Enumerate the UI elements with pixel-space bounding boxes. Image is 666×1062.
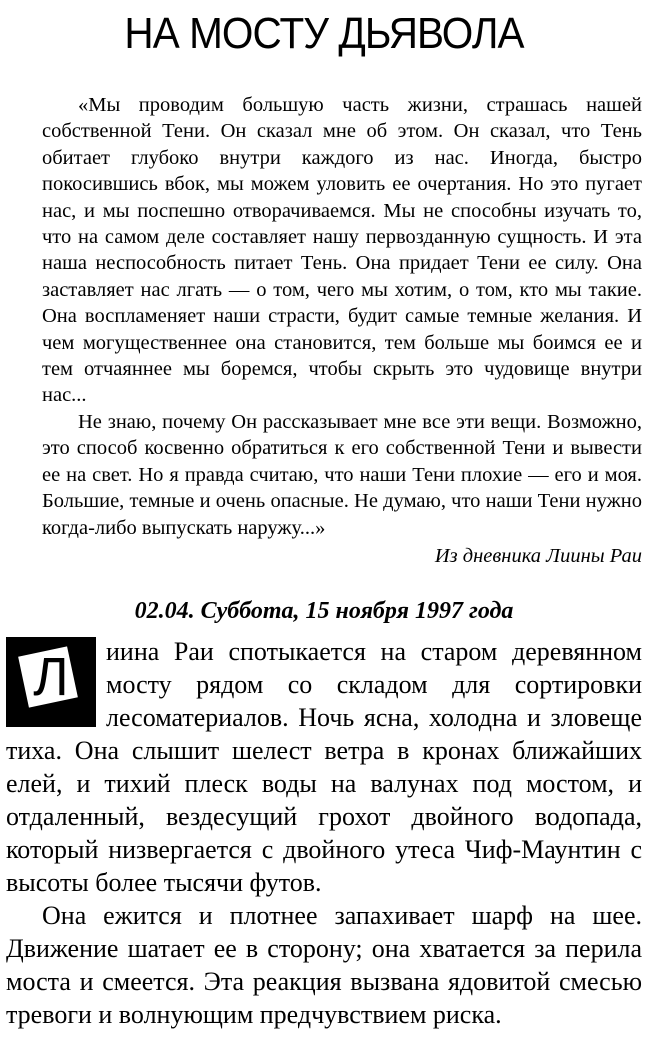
epigraph — [42, 92, 642, 569]
drop-cap-letter: Л — [33, 647, 69, 708]
chapter-title: НА МОСТУ ДЬЯВОЛА — [124, 9, 524, 58]
body-paragraph-text: иина Раи спотыкается на старом деревянном мосту рядом со складом для сортировки лесоматериалов. Ночь ясна, холодна и зловеще тиха. Она слышит шелест ветра в кронах ближайших елей, и тихий плеск воды на валунах под мостом, и отдаленный, вездесущий грохот двойного водопада, который низвергается с двойного утеса Чиф-Маунтин с высоты более тысячи футов. — [6, 637, 642, 898]
epigraph-paragraph: «Мы проводим большую часть жизни, страшась нашей собственной Тени. Он сказал мне об этом. Он сказал, что Тень обитает глубоко внутри каждого из нас. Иногда, быстро покосившись вбок, мы можем уловить ее очертания. Но это пугает нас, и мы поспешно отворачиваемся. Мы не способны изучать то, что на самом деле составляет нашу первозданную сущность. И эта наша неспособность питает Тень. Она придает Тени ее силу. Она заставляет нас лгать — о том, чего мы хотим, о том, кто мы такие. Она воспламеняет наши страсти, будит самые темные желания. И чем могущественнее она становится, тем больше мы боимся ее и тем отчаяннее мы боремся, чтобы скрыть это чудовище внутри нас... — [42, 94, 642, 407]
body-paragraph: Она ежится и плотнее запахивает шарф на шее. Движение шатает ее в сторону; она хватается за перила моста и смеется. Эта реакция вызвана ядовитой смесью тревоги и волнующим предчувствием риска. — [6, 901, 642, 1030]
body-text — [6, 635, 642, 1031]
section-date-heading: 02.04. Суббота, 15 ноября 1997 года — [134, 598, 514, 625]
epigraph-paragraph: Не знаю, почему Он рассказывает мне все эти вещи. Возможно, это способ косвенно обратиться к его собственной Тени и вывести ее на свет. Но я правда считаю, что наши Тени плохие — его и моя. Большие, темные и очень опасные. Не думаю, что наши Тени нужно когда-либо выпускать наружу...» — [42, 410, 642, 539]
epigraph-signature: Из дневника Лиины Раи — [434, 544, 642, 567]
drop-cap — [6, 637, 96, 727]
body-paragraph — [6, 635, 642, 899]
